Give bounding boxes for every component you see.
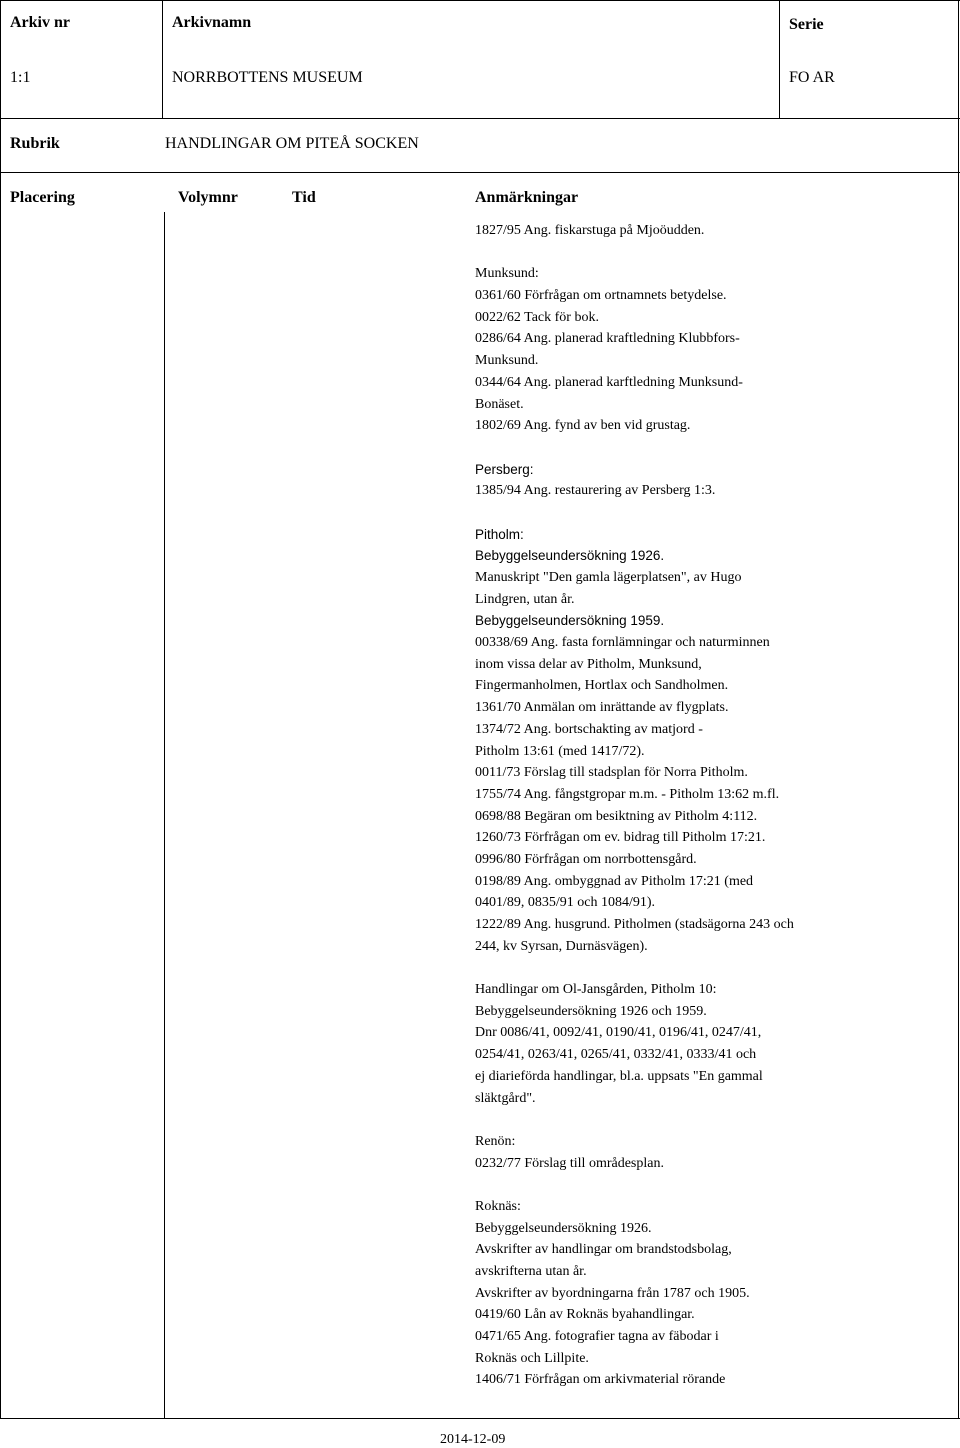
note-line: Pitholm 13:61 (med 1417/72). <box>475 743 645 759</box>
note-line: Avskrifter av handlingar om brandstodsbolag, <box>475 1242 732 1258</box>
note-line: 0471/65 Ang. fotografier tagna av fäbodar i <box>475 1329 719 1345</box>
col-tid: Tid <box>292 189 316 206</box>
note-line: inom vissa delar av Pitholm, Munksund, <box>475 656 702 672</box>
rule-after-values <box>0 118 960 119</box>
footer-date: 2014-12-09 <box>440 1432 506 1447</box>
rubrik-value: HANDLINGAR OM PITEÅ SOCKEN <box>165 135 419 152</box>
col-placering: Placering <box>10 189 75 206</box>
note-line: Bebyggelseundersökning 1926. <box>475 548 665 564</box>
note-blank-line <box>475 1109 945 1131</box>
arkivnamn-label: Arkivnamn <box>172 14 252 31</box>
note-line: 1827/95 Ang. fiskarstuga på Mjoöudden. <box>475 223 705 238</box>
note-blank-line <box>475 957 945 979</box>
note-line: 244, kv Syrsan, Durnäsvägen). <box>475 938 648 954</box>
note-line: Munksund: <box>475 266 539 282</box>
note-line: Handlingar om Ol-Jansgården, Pitholm 10: <box>475 982 717 998</box>
note-line: 0361/60 Förfrågan om ortnamnets betydelse. <box>475 288 727 304</box>
note-line: Roknäs och Lillpite. <box>475 1350 589 1366</box>
note-line: Bonäset. <box>475 396 524 412</box>
note-blank-line <box>475 242 945 264</box>
note-line: Manuskript "Den gamla lägerplatsen", av Hugo <box>475 570 742 585</box>
note-line: Persberg: <box>475 461 534 477</box>
arkiv-nr-label: Arkiv nr <box>10 14 70 31</box>
note-blank-line <box>475 502 945 524</box>
anmarkningar-text <box>475 220 945 1391</box>
note-line: 0419/60 Lån av Roknäs byahandlingar. <box>475 1307 695 1323</box>
note-line: Bebyggelseundersökning 1926 och 1959. <box>475 1003 707 1019</box>
rule-left <box>0 0 1 1418</box>
note-line: Pitholm: <box>475 526 524 542</box>
note-line: Bebyggelseundersökning 1926. <box>475 1220 652 1236</box>
note-line: 0254/41, 0263/41, 0265/41, 0332/41, 0333/41 och <box>475 1047 757 1063</box>
arkivnamn-value: NORRBOTTENS MUSEUM <box>172 69 363 86</box>
note-line: Dnr 0086/41, 0092/41, 0190/41, 0196/41, 0247/41, <box>475 1025 762 1041</box>
note-line: 0996/80 Förfrågan om norrbottensgård. <box>475 851 697 867</box>
note-line: avskrifterna utan år. <box>475 1264 587 1279</box>
note-line: 1802/69 Ang. fynd av ben vid grustag. <box>475 418 691 434</box>
note-line: 0232/77 Förslag till områdesplan. <box>475 1155 664 1171</box>
note-line: 0198/89 Ang. ombyggnad av Pitholm 17:21 (med <box>475 873 754 889</box>
note-line: 0698/88 Begäran om besiktning av Pitholm 4:112. <box>475 808 758 824</box>
serie-value: FO AR <box>789 69 835 86</box>
note-line: 0344/64 Ang. planerad karftledning Munksund- <box>475 374 743 390</box>
note-line: 00338/69 Ang. fasta fornlämningar och naturminnen <box>475 635 770 651</box>
note-line: Lindgren, utan år. <box>475 591 575 607</box>
note-line: Renön: <box>475 1133 516 1149</box>
note-line: 1374/72 Ang. bortschakting av matjord - <box>475 721 703 737</box>
note-line: Fingermanholmen, Hortlax och Sandholmen. <box>475 678 729 694</box>
note-line: Roknäs: <box>475 1198 521 1214</box>
rule-right <box>958 0 959 1418</box>
rule-after-rubrik <box>0 172 960 173</box>
rubrik-label: Rubrik <box>10 135 60 152</box>
note-line: 1385/94 Ang. restaurering av Persberg 1:3. <box>475 483 716 499</box>
note-line: 1361/70 Anmälan om inrättande av flygplats. <box>475 700 729 716</box>
note-blank-line <box>475 1174 945 1196</box>
note-blank-line <box>475 437 945 459</box>
rule-col-arkivnamn <box>162 0 163 118</box>
note-line: 0022/62 Tack för bok. <box>475 309 599 325</box>
note-line: 0286/64 Ang. planerad kraftledning Klubbfors- <box>475 331 740 347</box>
note-line: Avskrifter av byordningarna från 1787 och 1905. <box>475 1285 750 1301</box>
arkiv-nr-value: 1:1 <box>10 69 31 86</box>
note-line: 1406/71 Förfrågan om arkivmaterial rörande <box>475 1372 726 1388</box>
rule-top <box>0 0 960 1</box>
note-line: Bebyggelseundersökning 1959. <box>475 613 665 629</box>
note-line: 1222/89 Ang. husgrund. Pitholmen (stadsägorna 243 och <box>475 917 794 932</box>
note-line: 1260/73 Förfrågan om ev. bidrag till Pitholm 17:21. <box>475 830 766 846</box>
note-line: släktgård". <box>475 1090 536 1106</box>
col-volymnr: Volymnr <box>178 189 238 206</box>
note-line: Munksund. <box>475 353 539 369</box>
note-line: 0401/89, 0835/91 och 1084/91). <box>475 895 656 911</box>
note-line: ej diarieförda handlingar, bl.a. uppsats "En gammal <box>475 1068 763 1084</box>
rule-col-serie <box>779 0 780 118</box>
serie-label: Serie <box>789 16 824 33</box>
rule-bottom <box>0 1418 960 1419</box>
col-anmarkningar: Anmärkningar <box>475 189 579 206</box>
note-line: 0011/73 Förslag till stadsplan för Norra Pitholm. <box>475 765 748 781</box>
note-line: 1755/74 Ang. fångstgropar m.m. - Pitholm 13:62 m.fl. <box>475 786 780 802</box>
rule-col-volymnr <box>164 212 165 1418</box>
